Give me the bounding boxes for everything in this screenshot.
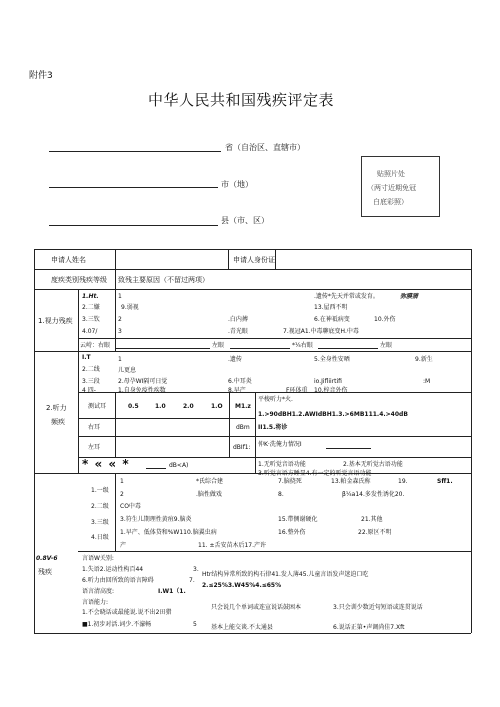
physical-cause-syndrome[interactable]: *氏综合建 <box>196 478 224 485</box>
hearing-cause-num: 1 <box>118 356 122 363</box>
speech-ability-label: 言语能力: <box>82 599 109 606</box>
speech-ability-5[interactable]: 基本上能交谈.不太通县 <box>211 624 273 631</box>
hearing-cause-newborn[interactable]: 9.新生 <box>415 356 433 363</box>
speech-causes-1-num: 3. <box>193 566 199 573</box>
physical-level-3[interactable]: 3.三级 <box>91 519 109 526</box>
hearing-cause-premature[interactable]: 8.早产 <box>228 387 246 394</box>
vision-cause-toxic[interactable]: 7.视冠A1.中毒聊底变H.中毒 <box>283 328 359 335</box>
hearing-cause-systemic[interactable]: 5.全身性安晒 <box>314 356 350 363</box>
hearing-cause-autoimmune[interactable]: 1.自身免疫性疾数 <box>118 387 166 394</box>
physical-cause-8[interactable]: 8. <box>278 491 284 498</box>
hearing-cause-weight[interactable]: F环体重 <box>286 387 308 394</box>
speech-ability-6[interactable]: 6.说话正第•声调尚佳7.Xft <box>333 624 405 631</box>
physical-cause-7[interactable]: 7.脑挠死 <box>278 478 302 485</box>
hearing-level-2[interactable]: 2.二线 <box>82 366 100 373</box>
freq-2-0: 2.0 <box>183 403 194 410</box>
speech-causes-right-2[interactable]: 2.≤25%3.W45%4.≤65% <box>202 582 282 589</box>
hearing-cause-child[interactable]: 儿更息 <box>118 367 137 374</box>
physical-cause-14[interactable]: β¼a14.多发性诱化20. <box>342 491 405 498</box>
vision-cause-glaucoma[interactable]: .青光眼 <box>228 328 248 335</box>
physical-cause-13[interactable]: 13.帕金森氏称 <box>331 478 371 485</box>
speech-option-1[interactable]: 1.无听觉音语功能 <box>258 461 306 468</box>
physical-cause-16[interactable]: 16.整外伤 <box>278 529 306 536</box>
vision-cause-cataract[interactable]: .白内搏 <box>228 316 248 323</box>
right-ear-values[interactable] <box>117 420 227 434</box>
speech-ability-2[interactable]: 只会说几个单词或连宣说话鼓困本 <box>211 604 302 611</box>
physical-cause-3[interactable]: 3.符生儿期理性黄疽9.脑炎 <box>120 516 192 523</box>
vision-cause-num-2: 2 <box>118 316 122 323</box>
physical-level-1[interactable]: 1.一级 <box>91 487 109 494</box>
hearing-test-title: 平梭听力*火. <box>258 396 293 403</box>
physical-cause-num-2: 2 <box>120 491 124 498</box>
hearing-bottom-mark: * « « * <box>82 457 130 471</box>
physical-cause-19[interactable]: 19. <box>398 478 408 485</box>
page-title: 中华人民共和国残疾评定表 <box>148 91 335 109</box>
category-label: 度疾类别残疾等级 <box>51 276 107 284</box>
speech-option-3[interactable]: 3.听觉言语方睡显4.有一定的听觉言语功能 <box>258 470 372 477</box>
photo-line-2: （两寸近期免冠 <box>367 184 416 192</box>
physical-cause-premature[interactable]: 1.早产、低体贷和%W110.脑翼虫病 <box>120 529 217 536</box>
photo-line-1: 贴照片处 <box>377 170 405 178</box>
speech-option-2[interactable]: 2.基本无听觉古语功能 <box>343 461 403 468</box>
vision-level-4[interactable]: 4.07/ <box>82 328 98 335</box>
left-ear-db: dBIf1: <box>233 444 251 451</box>
county-blank[interactable] <box>49 225 218 226</box>
county-label: 县（市、区） <box>221 216 269 225</box>
hearing-cause-otitis[interactable]: 6.中耳炎 <box>228 378 252 385</box>
freq-1-0: 1.0 <box>155 403 166 410</box>
right-ear-db: dBm <box>236 424 250 431</box>
hearing-test-note-1: 1.>90dBH1.2.AWIdBH1.3.>6MB111.4.>40dB <box>258 411 408 418</box>
attachment-label: 附件3 <box>29 71 53 81</box>
id-label: 申请人身份证 <box>233 256 275 264</box>
vision-level-3[interactable]: 3.三钦 <box>82 316 100 323</box>
freq-0-5: 0.5 <box>128 403 139 410</box>
vision-right-corrected-label: *¼右眼 <box>292 342 313 349</box>
speech-ability-5-num: 5 <box>193 621 197 628</box>
id-field[interactable] <box>278 251 468 267</box>
vision-cause-num: 1 <box>118 293 122 300</box>
speech-clarity-label: 语言清高度: <box>82 588 115 595</box>
vision-level-2[interactable]: 2.二嫌 <box>82 304 100 311</box>
vision-right-eye-label: 云峙：右眼 <box>80 342 111 349</box>
speech-recognition-label: 仲K·洗俺力情况I <box>258 441 302 448</box>
province-label: 省（自治区、直辖市） <box>225 143 305 152</box>
hearing-section-label: 2.听力 <box>46 404 67 412</box>
speech-mark: 0.8V-6 <box>36 555 58 562</box>
hearing-test-note-2: II1.5.将诊 <box>258 424 288 431</box>
province-blank[interactable] <box>49 151 221 152</box>
physical-cause-cerebral[interactable]: .脑性做戏 <box>196 491 222 498</box>
vision-cause-num-3: 3 <box>118 328 122 335</box>
hearing-section-label-2: 频疾 <box>51 418 65 426</box>
physical-cause-15[interactable]: 15.带侧谢硬化 <box>278 516 318 523</box>
physical-cause-num-1: 1 <box>120 478 124 485</box>
speech-ability-3[interactable]: 3.只会训少数近句短语或连贯说话 <box>333 604 423 611</box>
hearing-cause-pregnancy[interactable]: 2.母孕WI隔可日觉 <box>118 378 168 385</box>
vision-cause-5[interactable]: 弥膜猜 <box>400 293 419 300</box>
physical-level-4[interactable]: 4.日级 <box>91 534 109 541</box>
left-ear-label: 左耳 <box>88 444 101 451</box>
vision-left-corrected-label: 左眼 <box>380 342 393 349</box>
vision-cause-unknown[interactable]: 13.屋西不明 <box>314 304 348 311</box>
vision-cause-hereditary[interactable]: .遗传*先天并常或发育。 <box>314 293 379 300</box>
vision-section-label: 1.视力残疾 <box>38 317 73 325</box>
physical-cause-birth[interactable]: 产 <box>120 542 127 549</box>
speech-section-label: 残疾 <box>38 568 52 576</box>
speech-causes-2-num: 7. <box>189 577 195 584</box>
speech-clarity-value[interactable]: I.W1（1. <box>158 588 186 595</box>
physical-cause-21[interactable]: 21.其他 <box>361 516 383 523</box>
vision-cause-retina[interactable]: 6.在神祗病变 <box>314 316 350 323</box>
vision-cause-injury[interactable]: 10.外伤 <box>374 316 396 323</box>
hearing-level-3[interactable]: 3.三段 <box>82 378 100 385</box>
vision-cause-amblyopia[interactable]: 9.弱视 <box>121 304 139 311</box>
physical-cause-sff[interactable]: Sff1. <box>437 478 453 485</box>
city-label: 市（地） <box>221 180 253 189</box>
speech-category-label: 言语W关别: <box>82 555 114 562</box>
hearing-cause-10[interactable]: io.Jifliirtifi <box>314 378 342 385</box>
hearing-cause-m[interactable]: :M <box>423 378 431 385</box>
speech-causes-1[interactable]: 1.失语2.运动性构百44 <box>82 566 144 573</box>
city-blank[interactable] <box>49 187 218 188</box>
speech-ability-4[interactable]: ■1.初步对活.词少.不濠畅 <box>82 621 152 628</box>
hearing-bottom-unit: dB<A) <box>169 462 189 469</box>
speech-ability-1[interactable]: 1.不会晓话或最能说.说不出2田猎 <box>82 609 172 616</box>
hearing-cause-hereditary[interactable]: .遗传 <box>228 356 242 363</box>
freq-4-0: 1.O <box>211 403 223 410</box>
left-ear-values[interactable] <box>117 438 227 455</box>
photo-line-3: 白底彩照） <box>373 198 408 206</box>
cause-label: 致残主要原因（不留过两项） <box>118 276 209 284</box>
hearing-cause-noise[interactable]: 10.梓音外伤 <box>314 387 348 394</box>
physical-cause-11[interactable]: 11. ±舌安苗木后17.产许 <box>198 542 267 549</box>
freq-avg: M1.z <box>235 403 251 410</box>
physical-level-2[interactable]: 2.二级 <box>91 503 109 510</box>
name-field[interactable] <box>117 251 225 267</box>
speech-causes-right-1[interactable]: Htr结构异常所致的构石律41.发人薄45.儿童言语发声迷迫口吃 <box>202 571 369 578</box>
vision-left-eye-label: 左眼 <box>212 342 225 349</box>
physical-cause-co[interactable]: CO中毒 <box>120 503 141 510</box>
physical-cause-22[interactable]: 22.原区不明 <box>358 529 392 536</box>
name-label: 申请人姓名 <box>51 256 86 264</box>
hearing-level-4[interactable]: 4 四- <box>82 387 96 394</box>
test-ear-label: 测试耳 <box>88 403 107 410</box>
vision-level-1[interactable]: 1.Ht. <box>82 293 99 300</box>
right-ear-label: 右耳 <box>88 424 101 431</box>
hearing-level-1[interactable]: I.T <box>82 354 91 361</box>
speech-causes-2[interactable]: 6.听力由回所致的语言障碍 <box>82 577 154 584</box>
